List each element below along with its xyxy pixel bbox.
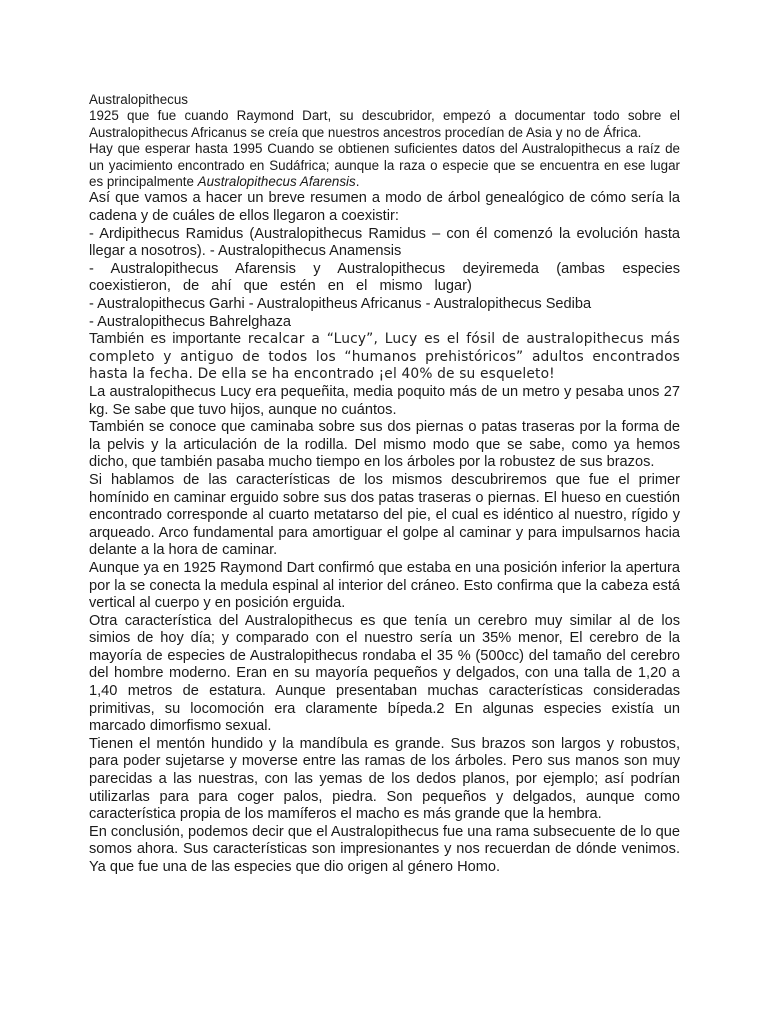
species-afarensis: Australopithecus Afarensis [197, 174, 356, 190]
paragraph-brain: Otra característica del Australopithecus es que tenía un cerebro muy similar al de los simios de hoy día; y comparado con el nuestro sería un 35% menor, El cerebro de la mayoría de especies de Australopithecus rondaba el 35 % (500cc) del tamaño del cerebro del hombre moderno. Eran en su mayoría pequeños y delgados, con una talla de 1,20 a 1,40 metros de estatura. Aunque presentaban muchas características consideradas primitivas, su locomoción era claramente bípeda.2 En algunas especies existía un marcado dimorfismo sexual. [89, 612, 680, 735]
paragraph-1995-end: . [355, 174, 360, 190]
list-item-afarensis: - Australopithecus Afarensis y Australopithecus deyiremeda (ambas especies coexistieron, de ahí que estén en el mismo lugar) [89, 260, 680, 295]
paragraph-family-tree: Así que vamos a hacer un breve resumen a modo de árbol genealógico de cómo sería la cadena y de cuáles de ellos llegaron a coexistir: [89, 190, 680, 225]
paragraph-lucy-rest: recalcar a “Lucy”, Lucy es el fósil de australopithecus más completo y antiguo de todos los “humanos prehistóricos” adultos encontrados hasta la fecha. De ella se ha encontrado ¡el 40% de su esqueleto! [89, 331, 680, 383]
paragraph-spine: Aunque ya en 1925 Raymond Dart confirmó que estaba en una posición inferior la apertura por la se conecta la medula espinal al interior del cráneo. Esto confirma que la cabeza está vertical al cuerpo y en posición erguida. [89, 559, 680, 612]
paragraph-lucy [89, 331, 680, 384]
paragraph-bipedal: También se conoce que caminaba sobre sus dos piernas o patas traseras por la forma de la pelvis y la articulación de la rodilla. Del mismo modo que se sabe, como ya hemos dicho, que también pasaba mucho tiempo en los árboles por la robustez de sus brazos. [89, 419, 680, 471]
list-item-bahrelghaza: - Australopithecus Bahrelghaza [89, 313, 292, 330]
paragraph-chin: Tienen el mentón hundido y la mandíbula es grande. Sus brazos son largos y robustos, para poder sujetarse y moverse entre las ramas de los árboles. Pero sus manos son muy parecidas a las nuestras, con las yemas de los dedos planos, por ejemplo; así podrían utilizarlas para para coger palos, piedra. Son pequeños y delgados, aunque como característica propia de los mamíferos el macho es más grande que la hembra. [89, 735, 680, 823]
paragraph-lucy-size: La australopithecus Lucy era pequeñita, media poquito más de un metro y pesaba unos 27 kg. Se sabe que tuvo hijos, aunque no cuántos. [89, 383, 680, 418]
list-item-ardipithecus: - Ardipithecus Ramidus (Australopithecus Ramidus – con él comenzó la evolución hasta llegar a nosotros). - Australopithecus Anamensis [89, 225, 680, 260]
paragraph-conclusion: En conclusión, podemos decir que el Australopithecus fue una rama subsecuente de lo que somos ahora. Sus características son impresionantes y nos recuerdan de dónde venimos. Ya que fue una de las especies que dio origen al género Homo. [89, 823, 680, 875]
document-title: Australopithecus [89, 92, 188, 107]
document-body [89, 92, 680, 877]
paragraph-1995 [89, 141, 680, 190]
paragraph-lucy-start: También es importante [89, 331, 242, 348]
paragraph-features: Si hablamos de las características de los mismos descubriremos que fue el primer homínido en caminar erguido sobre sus dos patas traseras o piernas. El hueso en cuestión encontrado corresponde al cuarto metatarso del pie, el cual es idéntico al nuestro, rígido y arqueado. Arco fundamental para amortiguar el golpe al caminar y para impulsarnos hacia delante a la hora de caminar. [89, 471, 680, 559]
paragraph-1995-text: Hay que esperar hasta 1995 Cuando se obtienen suficientes datos del Australopithecus a raíz de un yacimiento encontrado en Sudáfrica; aunque la raza o especie que se encuentra en ese lugar es principalmente [89, 141, 680, 190]
list-item-garhi: - Australopithecus Garhi - Australopitheus Africanus - Australopithecus Sediba [89, 296, 592, 312]
paragraph-intro: 1925 que fue cuando Raymond Dart, su descubridor, empezó a documentar todo sobre el Australopithecus Africanus se creía que nuestros ancestros procedían de Asia y no de África. [89, 108, 680, 140]
